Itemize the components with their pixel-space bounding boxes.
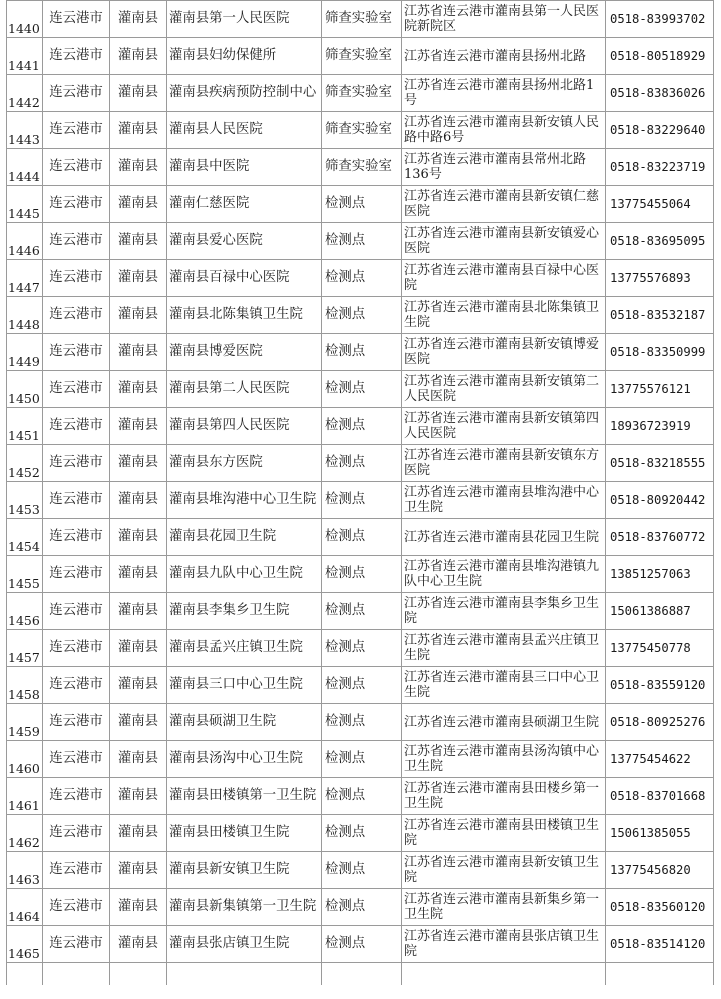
address-cell: 江苏省连云港市灌南县堆沟港镇九队中心卫生院 [402, 556, 606, 593]
row-number: 1451 [7, 408, 43, 445]
county-cell: 灌南县 [110, 75, 167, 112]
county-cell: 灌南县 [110, 371, 167, 408]
city-cell: 连云港市 [43, 297, 110, 334]
institution-name-cell: 灌南县张店镇卫生院 [167, 926, 322, 963]
table-row [7, 75, 714, 112]
county-cell: 灌南县 [110, 223, 167, 260]
phone-cell: 0518-83836026 [606, 75, 714, 112]
phone-cell: 0518-83701668 [606, 778, 714, 815]
table-row [7, 556, 714, 593]
row-number: 1440 [7, 1, 43, 38]
city-cell: 连云港市 [43, 704, 110, 741]
phone-cell: 0518-83218555 [606, 445, 714, 482]
city-cell: 连云港市 [43, 371, 110, 408]
institution-name-cell: 灌南县北陈集镇卫生院 [167, 297, 322, 334]
site-type-cell: 检测点 [322, 186, 402, 223]
address-cell: 江苏省连云港市灌南县田楼乡第一卫生院 [402, 778, 606, 815]
city-cell: 连云港市 [43, 186, 110, 223]
table-row [7, 408, 714, 445]
table-row [7, 704, 714, 741]
table-row [7, 926, 714, 963]
table-row [7, 334, 714, 371]
row-number: 1441 [7, 38, 43, 75]
institution-name-cell: 灌南县花园卫生院 [167, 519, 322, 556]
site-type-cell: 检测点 [322, 519, 402, 556]
address-cell: 江苏省连云港市灌南县硕湖卫生院 [402, 704, 606, 741]
row-number: 1456 [7, 593, 43, 630]
city-cell: 连云港市 [43, 445, 110, 482]
county-cell: 灌南县 [110, 630, 167, 667]
institution-name-cell: 灌南县人民医院 [167, 112, 322, 149]
site-type-cell: 检测点 [322, 741, 402, 778]
city-cell: 连云港市 [43, 926, 110, 963]
county-cell: 灌南县 [110, 815, 167, 852]
table-row [7, 852, 714, 889]
row-number: 1450 [7, 371, 43, 408]
address-cell: 江苏省连云港市灌南县扬州北路 [402, 38, 606, 75]
phone-cell: 0518-83760772 [606, 519, 714, 556]
institution-name-cell: 灌南县中医院 [167, 149, 322, 186]
table-row [7, 1, 714, 38]
institution-name-cell: 灌南县三口中心卫生院 [167, 667, 322, 704]
county-cell: 灌南县 [110, 408, 167, 445]
site-type-cell: 检测点 [322, 593, 402, 630]
phone-cell: 13775450778 [606, 630, 714, 667]
row-number: 1463 [7, 852, 43, 889]
site-type-cell: 检测点 [322, 556, 402, 593]
institution-name-cell: 灌南县田楼镇卫生院 [167, 815, 322, 852]
site-type-cell: 检测点 [322, 223, 402, 260]
address-cell: 江苏省连云港市灌南县新安镇第二人民医院 [402, 371, 606, 408]
institution-name-cell: 灌南县硕湖卫生院 [167, 704, 322, 741]
city-cell: 连云港市 [43, 75, 110, 112]
table-row [7, 149, 714, 186]
address-cell: 江苏省连云港市灌南县新安镇博爱医院 [402, 334, 606, 371]
row-number: 1460 [7, 741, 43, 778]
table-row [7, 445, 714, 482]
table-row [7, 482, 714, 519]
county-cell: 灌南县 [110, 482, 167, 519]
phone-cell: 0518-83532187 [606, 297, 714, 334]
row-number: 1464 [7, 889, 43, 926]
site-type-cell: 检测点 [322, 260, 402, 297]
row-number: 1459 [7, 704, 43, 741]
site-type-cell: 检测点 [322, 852, 402, 889]
county-cell: 灌南县 [110, 778, 167, 815]
phone-cell: 13775576893 [606, 260, 714, 297]
site-type-cell: 检测点 [322, 926, 402, 963]
table-row [7, 297, 714, 334]
table-row-empty [7, 963, 714, 986]
row-number: 1461 [7, 778, 43, 815]
site-type-cell: 筛查实验室 [322, 38, 402, 75]
address-cell: 江苏省连云港市灌南县田楼镇卫生院 [402, 815, 606, 852]
row-number: 1445 [7, 186, 43, 223]
address-cell: 江苏省连云港市灌南县新安镇人民路中路6号 [402, 112, 606, 149]
county-cell: 灌南县 [110, 667, 167, 704]
site-type-cell: 检测点 [322, 334, 402, 371]
institution-name-cell: 灌南县东方医院 [167, 445, 322, 482]
phone-cell: 0518-83560120 [606, 889, 714, 926]
row-number: 1454 [7, 519, 43, 556]
city-cell: 连云港市 [43, 852, 110, 889]
address-cell: 江苏省连云港市灌南县花园卫生院 [402, 519, 606, 556]
site-type-cell: 筛查实验室 [322, 112, 402, 149]
institution-name-cell: 灌南县孟兴庄镇卫生院 [167, 630, 322, 667]
row-number: 1458 [7, 667, 43, 704]
county-cell: 灌南县 [110, 112, 167, 149]
table-row [7, 778, 714, 815]
city-cell: 连云港市 [43, 408, 110, 445]
city-cell: 连云港市 [43, 778, 110, 815]
address-cell: 江苏省连云港市灌南县新集乡第一卫生院 [402, 889, 606, 926]
row-number: 1457 [7, 630, 43, 667]
county-cell: 灌南县 [110, 1, 167, 38]
site-type-cell: 检测点 [322, 297, 402, 334]
address-cell: 江苏省连云港市灌南县堆沟港中心卫生院 [402, 482, 606, 519]
table-row [7, 186, 714, 223]
county-cell: 灌南县 [110, 926, 167, 963]
phone-cell: 15061386887 [606, 593, 714, 630]
city-cell: 连云港市 [43, 38, 110, 75]
address-cell: 江苏省连云港市灌南县新安镇卫生院 [402, 852, 606, 889]
city-cell: 连云港市 [43, 223, 110, 260]
city-cell: 连云港市 [43, 741, 110, 778]
phone-cell: 0518-80518929 [606, 38, 714, 75]
city-cell: 连云港市 [43, 149, 110, 186]
site-type-cell: 检测点 [322, 371, 402, 408]
city-cell: 连云港市 [43, 593, 110, 630]
phone-cell: 13775454622 [606, 741, 714, 778]
city-cell: 连云港市 [43, 334, 110, 371]
phone-cell: 0518-83993702 [606, 1, 714, 38]
table-row [7, 223, 714, 260]
address-cell: 江苏省连云港市灌南县孟兴庄镇卫生院 [402, 630, 606, 667]
city-cell: 连云港市 [43, 112, 110, 149]
table-row [7, 260, 714, 297]
phone-cell: 0518-83695095 [606, 223, 714, 260]
phone-cell: 13775455064 [606, 186, 714, 223]
address-cell: 江苏省连云港市灌南县新安镇爱心医院 [402, 223, 606, 260]
address-cell: 江苏省连云港市灌南县新安镇第四人民医院 [402, 408, 606, 445]
address-cell: 江苏省连云港市灌南县北陈集镇卫生院 [402, 297, 606, 334]
city-cell: 连云港市 [43, 260, 110, 297]
address-cell: 江苏省连云港市灌南县汤沟镇中心卫生院 [402, 741, 606, 778]
row-number: 1447 [7, 260, 43, 297]
city-cell: 连云港市 [43, 667, 110, 704]
city-cell: 连云港市 [43, 815, 110, 852]
phone-cell: 13775456820 [606, 852, 714, 889]
row-number: 1453 [7, 482, 43, 519]
institution-name-cell: 灌南县田楼镇第一卫生院 [167, 778, 322, 815]
institution-name-cell: 灌南县妇幼保健所 [167, 38, 322, 75]
phone-cell: 15061385055 [606, 815, 714, 852]
county-cell: 灌南县 [110, 334, 167, 371]
phone-cell: 0518-83229640 [606, 112, 714, 149]
county-cell: 灌南县 [110, 593, 167, 630]
phone-cell: 18936723919 [606, 408, 714, 445]
address-cell: 江苏省连云港市灌南县张店镇卫生院 [402, 926, 606, 963]
county-cell: 灌南县 [110, 445, 167, 482]
county-cell: 灌南县 [110, 519, 167, 556]
site-type-cell: 检测点 [322, 408, 402, 445]
institution-name-cell: 灌南县第二人民医院 [167, 371, 322, 408]
institution-name-cell: 灌南县汤沟中心卫生院 [167, 741, 322, 778]
table-row [7, 889, 714, 926]
row-number: 1465 [7, 926, 43, 963]
row-number: 1444 [7, 149, 43, 186]
site-type-cell: 检测点 [322, 667, 402, 704]
table-row [7, 38, 714, 75]
county-cell: 灌南县 [110, 556, 167, 593]
institution-name-cell: 灌南县李集乡卫生院 [167, 593, 322, 630]
table-row [7, 593, 714, 630]
city-cell: 连云港市 [43, 482, 110, 519]
address-cell: 江苏省连云港市灌南县扬州北路1号 [402, 75, 606, 112]
institution-name-cell: 灌南县爱心医院 [167, 223, 322, 260]
institution-name-cell: 灌南县新集镇第一卫生院 [167, 889, 322, 926]
row-number: 1443 [7, 112, 43, 149]
county-cell: 灌南县 [110, 260, 167, 297]
institution-name-cell: 灌南县新安镇卫生院 [167, 852, 322, 889]
site-type-cell: 筛查实验室 [322, 1, 402, 38]
county-cell: 灌南县 [110, 889, 167, 926]
row-number: 1455 [7, 556, 43, 593]
phone-cell: 13775576121 [606, 371, 714, 408]
table-row [7, 630, 714, 667]
row-number: 1448 [7, 297, 43, 334]
table-row [7, 815, 714, 852]
phone-cell: 0518-83514120 [606, 926, 714, 963]
phone-cell: 0518-83350999 [606, 334, 714, 371]
table-row [7, 741, 714, 778]
city-cell: 连云港市 [43, 630, 110, 667]
phone-cell: 0518-80920442 [606, 482, 714, 519]
institution-name-cell: 灌南县疾病预防控制中心 [167, 75, 322, 112]
county-cell: 灌南县 [110, 149, 167, 186]
phone-cell: 13851257063 [606, 556, 714, 593]
city-cell: 连云港市 [43, 889, 110, 926]
row-number: 1446 [7, 223, 43, 260]
site-type-cell: 检测点 [322, 889, 402, 926]
phone-cell: 0518-83223719 [606, 149, 714, 186]
table-row [7, 519, 714, 556]
county-cell: 灌南县 [110, 852, 167, 889]
county-cell: 灌南县 [110, 38, 167, 75]
row-number: 1452 [7, 445, 43, 482]
institution-name-cell: 灌南县第一人民医院 [167, 1, 322, 38]
site-type-cell: 检测点 [322, 630, 402, 667]
site-type-cell: 筛查实验室 [322, 149, 402, 186]
city-cell: 连云港市 [43, 556, 110, 593]
institution-name-cell: 灌南县堆沟港中心卫生院 [167, 482, 322, 519]
address-cell: 江苏省连云港市灌南县百禄中心医院 [402, 260, 606, 297]
address-cell: 江苏省连云港市灌南县第一人民医院新院区 [402, 1, 606, 38]
row-number: 1462 [7, 815, 43, 852]
county-cell: 灌南县 [110, 186, 167, 223]
site-type-cell: 筛查实验室 [322, 75, 402, 112]
address-cell: 江苏省连云港市灌南县李集乡卫生院 [402, 593, 606, 630]
table-row [7, 667, 714, 704]
city-cell: 连云港市 [43, 1, 110, 38]
phone-cell: 0518-80925276 [606, 704, 714, 741]
county-cell: 灌南县 [110, 704, 167, 741]
table-row [7, 371, 714, 408]
address-cell: 江苏省连云港市灌南县新安镇东方医院 [402, 445, 606, 482]
row-number: 1449 [7, 334, 43, 371]
phone-cell: 0518-83559120 [606, 667, 714, 704]
institution-name-cell: 灌南县博爱医院 [167, 334, 322, 371]
institution-name-cell: 灌南县第四人民医院 [167, 408, 322, 445]
city-cell: 连云港市 [43, 519, 110, 556]
county-cell: 灌南县 [110, 741, 167, 778]
county-cell: 灌南县 [110, 297, 167, 334]
table-row [7, 112, 714, 149]
institution-name-cell: 灌南县百禄中心医院 [167, 260, 322, 297]
table-body [7, 1, 714, 963]
address-cell: 江苏省连云港市灌南县新安镇仁慈医院 [402, 186, 606, 223]
site-type-cell: 检测点 [322, 445, 402, 482]
site-type-cell: 检测点 [322, 778, 402, 815]
address-cell: 江苏省连云港市灌南县三口中心卫生院 [402, 667, 606, 704]
site-type-cell: 检测点 [322, 815, 402, 852]
institution-name-cell: 灌南县九队中心卫生院 [167, 556, 322, 593]
institution-name-cell: 灌南仁慈医院 [167, 186, 322, 223]
row-number: 1442 [7, 75, 43, 112]
site-type-cell: 检测点 [322, 482, 402, 519]
address-cell: 江苏省连云港市灌南县常州北路136号 [402, 149, 606, 186]
site-type-cell: 检测点 [322, 704, 402, 741]
institution-table [6, 0, 714, 985]
